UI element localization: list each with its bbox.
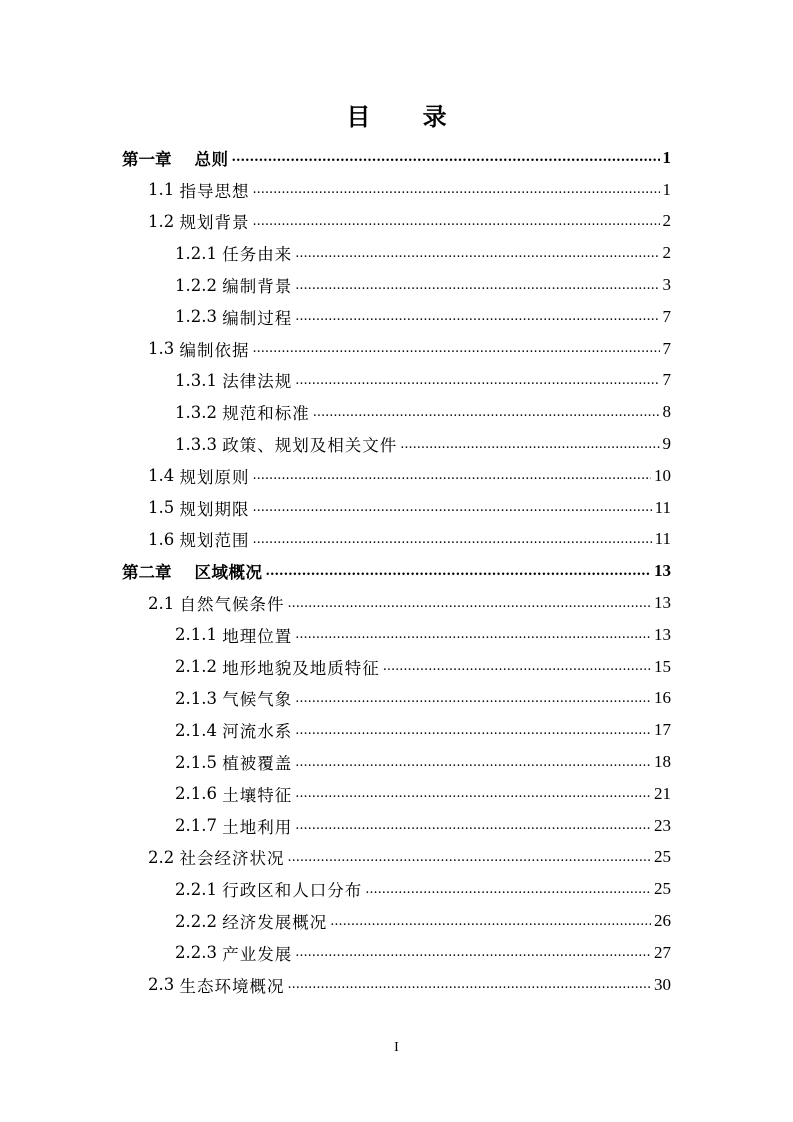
dot-leader — [253, 342, 660, 355]
dot-leader — [295, 310, 659, 323]
toc-subsection-entry[interactable] — [0, 651, 793, 683]
toc-subsection-entry[interactable] — [0, 810, 793, 842]
dot-leader — [400, 438, 659, 451]
toc-entry-number: 第二章 — [122, 563, 172, 583]
dot-leader — [295, 374, 659, 387]
toc-subsection-entry[interactable] — [0, 301, 793, 333]
toc-entry-number: 1.2 — [148, 211, 175, 231]
toc-subsection-entry[interactable] — [0, 269, 793, 301]
toc-subsection-entry[interactable] — [0, 237, 793, 269]
dot-leader — [295, 279, 659, 292]
toc-entry-number: 1.2.2 — [175, 275, 217, 295]
toc-entry-title: 社会经济状况 — [179, 849, 285, 869]
toc-subsection-entry[interactable] — [0, 905, 793, 937]
toc-entry-page: 13 — [654, 561, 671, 581]
toc-entry-number: 2.3 — [148, 975, 175, 995]
toc-entry-page: 30 — [654, 974, 671, 994]
dot-leader — [295, 247, 659, 260]
toc-entry-page: 10 — [654, 465, 671, 485]
toc-section-entry[interactable] — [0, 206, 793, 238]
toc-entry-page: 2 — [662, 243, 671, 263]
toc-entry-page: 16 — [654, 688, 671, 708]
dot-leader — [253, 469, 652, 482]
toc-entry-page: 13 — [654, 593, 671, 613]
toc-entry-page: 9 — [662, 434, 671, 454]
toc-entry-page: 1 — [662, 179, 671, 199]
toc-entry-page: 3 — [662, 275, 671, 295]
toc-entry-title: 规划原则 — [179, 467, 250, 487]
toc-subsection-entry[interactable] — [0, 683, 793, 715]
toc-entry-title: 规划范围 — [179, 531, 250, 551]
toc-entry-page: 7 — [662, 306, 671, 326]
toc-entry-title: 气候气象 — [222, 690, 293, 710]
toc-entry-title: 自然气候条件 — [179, 595, 285, 615]
dot-leader — [265, 565, 651, 578]
toc-entry-page: 23 — [654, 815, 671, 835]
toc-subsection-entry[interactable] — [0, 937, 793, 969]
toc-entry-page: 7 — [662, 338, 671, 358]
toc-entry-title: 地形地貌及地质特征 — [222, 658, 380, 678]
toc-entry-title: 地理位置 — [222, 626, 293, 646]
toc-entry-title: 经济发展概况 — [222, 913, 328, 933]
toc-chapter-entry[interactable] — [0, 555, 793, 587]
toc-entry-title: 指导思想 — [179, 181, 250, 201]
toc-entry-number: 1.3.1 — [175, 370, 217, 390]
dot-leader — [288, 978, 652, 991]
toc-entry-title: 编制背景 — [222, 277, 293, 297]
toc-entry-page: 13 — [654, 624, 671, 644]
toc-entry-title: 植被覆盖 — [222, 754, 293, 774]
toc-section-entry[interactable] — [0, 842, 793, 874]
toc-entry-title: 土地利用 — [222, 817, 293, 837]
toc-entry-page: 25 — [654, 847, 671, 867]
toc-entry-number: 2.1.2 — [175, 657, 217, 677]
toc-entry-title: 规范和标准 — [222, 404, 310, 424]
toc-entry-title: 总则 — [194, 149, 229, 169]
toc-entry-number: 1.1 — [148, 180, 175, 200]
toc-entry-page: 8 — [662, 402, 671, 422]
toc-entry-number: 1.3 — [148, 339, 175, 359]
toc-entry-page: 11 — [654, 497, 671, 517]
toc-entry-number: 2.1.3 — [175, 688, 217, 708]
dot-leader — [253, 215, 660, 228]
dot-leader — [295, 692, 651, 705]
toc-entry-page: 25 — [654, 879, 671, 899]
toc-entry-title: 土壤特征 — [222, 785, 293, 805]
toc-entry-page: 7 — [662, 370, 671, 390]
toc-entry-title: 产业发展 — [222, 944, 293, 964]
dot-leader — [253, 183, 660, 196]
toc-section-entry[interactable] — [0, 969, 793, 1001]
dot-leader — [295, 946, 651, 959]
toc-entry-page: 26 — [654, 911, 671, 931]
toc-entry-number: 1.2.3 — [175, 307, 217, 327]
dot-leader — [383, 660, 651, 673]
toc-section-entry[interactable] — [0, 460, 793, 492]
dot-leader — [253, 501, 652, 514]
toc-entry-number: 1.6 — [148, 529, 175, 549]
toc-entry-number: 2.2.1 — [175, 879, 217, 899]
toc-entry-title: 区域概况 — [194, 563, 263, 583]
toc-entry-number: 1.4 — [148, 466, 175, 486]
toc-entry-title: 行政区和人口分布 — [222, 881, 363, 901]
dot-leader — [288, 597, 652, 610]
dot-leader — [288, 851, 652, 864]
toc-entry-number: 1.2.1 — [175, 243, 217, 263]
toc-entry-title: 任务由来 — [222, 245, 293, 265]
toc-section-entry[interactable] — [0, 333, 793, 365]
toc-entry-number: 2.1.5 — [175, 752, 217, 772]
toc-section-entry[interactable] — [0, 492, 793, 524]
toc-entry-title: 规划背景 — [179, 213, 250, 233]
toc-entry-number: 1.5 — [148, 498, 175, 518]
toc-entry-title: 河流水系 — [222, 722, 293, 742]
toc-entry-page: 21 — [654, 783, 671, 803]
dot-leader — [295, 724, 651, 737]
toc-subsection-entry[interactable] — [0, 365, 793, 397]
toc-entry-title: 政策、规划及相关文件 — [222, 436, 398, 456]
toc-entry-page: 1 — [662, 147, 671, 167]
toc-entry-number: 2.2 — [148, 847, 175, 867]
toc-entry-page: 2 — [662, 211, 671, 231]
toc-entry-title: 法律法规 — [222, 372, 293, 392]
toc-subsection-entry[interactable] — [0, 396, 793, 428]
toc-section-entry[interactable] — [0, 174, 793, 206]
toc-section-entry[interactable] — [0, 587, 793, 619]
toc-entry-page: 18 — [654, 752, 671, 772]
table-of-contents — [0, 142, 793, 1001]
toc-entry-number: 2.2.2 — [175, 911, 217, 931]
dot-leader — [313, 406, 660, 419]
dot-leader — [253, 533, 652, 546]
dot-leader — [295, 787, 651, 800]
toc-entry-page: 11 — [654, 529, 671, 549]
toc-entry-title: 生态环境概况 — [179, 976, 285, 996]
toc-entry-number: 2.2.3 — [175, 943, 217, 963]
toc-subsection-entry[interactable] — [0, 873, 793, 905]
page-title: 目 录 — [346, 102, 469, 131]
toc-entry-title: 编制过程 — [222, 308, 293, 328]
toc-subsection-entry[interactable] — [0, 714, 793, 746]
dot-leader — [231, 151, 659, 164]
toc-chapter-entry[interactable] — [0, 142, 793, 174]
toc-entry-number: 2.1.1 — [175, 625, 217, 645]
toc-entry-number: 2.1 — [148, 593, 175, 613]
toc-entry-number: 1.3.3 — [175, 434, 217, 454]
toc-entry-number: 第一章 — [122, 149, 172, 169]
toc-entry-number: 2.1.4 — [175, 720, 217, 740]
dot-leader — [365, 883, 651, 896]
toc-section-entry[interactable] — [0, 524, 793, 556]
dot-leader — [295, 628, 651, 641]
toc-subsection-entry[interactable] — [0, 778, 793, 810]
toc-entry-number: 2.1.6 — [175, 784, 217, 804]
toc-entry-page: 17 — [654, 720, 671, 740]
toc-subsection-entry[interactable] — [0, 619, 793, 651]
toc-entry-number: 2.1.7 — [175, 816, 217, 836]
page-number: I — [394, 1040, 399, 1055]
dot-leader — [295, 819, 651, 832]
toc-entry-title: 编制依据 — [179, 340, 250, 360]
toc-entry-number: 1.3.2 — [175, 402, 217, 422]
toc-entry-page: 15 — [654, 656, 671, 676]
dot-leader — [295, 756, 651, 769]
toc-entry-title: 规划期限 — [179, 499, 250, 519]
toc-subsection-entry[interactable] — [0, 428, 793, 460]
toc-entry-page: 27 — [654, 942, 671, 962]
toc-subsection-entry[interactable] — [0, 746, 793, 778]
dot-leader — [330, 915, 651, 928]
